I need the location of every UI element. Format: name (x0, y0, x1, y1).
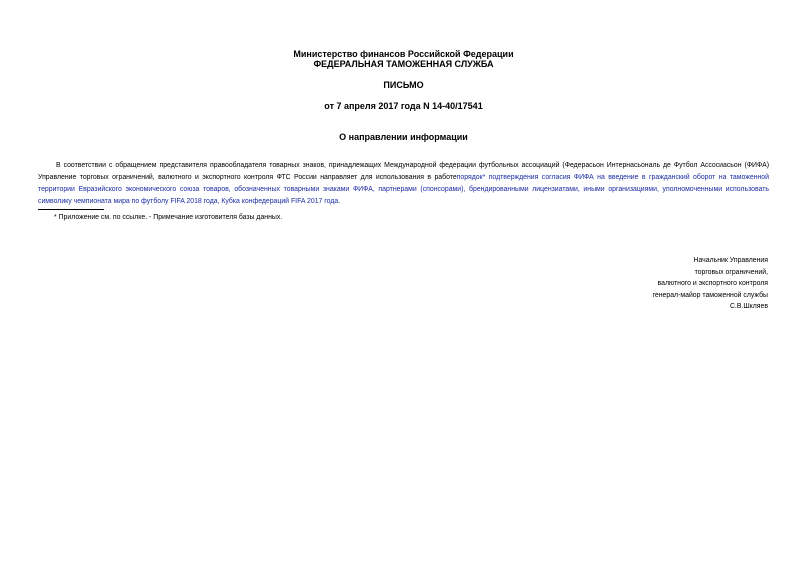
service-name: ФЕДЕРАЛЬНАЯ ТАМОЖЕННАЯ СЛУЖБА (313, 59, 494, 69)
body-text-end: . (338, 198, 341, 205)
signature-position-line-2: торговых ограничений, (694, 268, 768, 276)
footnote-text: * Приложение см. по ссылке. - Примечание изготовителя базы данных. (54, 214, 283, 221)
signature-position-line-3: валютного и экспортного контроля (657, 280, 768, 287)
letter-type: ПИСЬМО (383, 80, 424, 90)
signature-block (653, 255, 768, 313)
signatory-name: С.В.Шкляев (729, 303, 768, 310)
letter-subject: О направлении информации (339, 132, 468, 142)
ministry-name: Министерство финансов Российской Федерации (293, 49, 514, 59)
signature-rank: генерал-майор таможенной службы (652, 291, 768, 299)
signature-position-line-1: Начальник Управления (693, 257, 768, 264)
body-text-start: В соответствии с обращением представителя правообладателя товарных знаков, принадлежащих Международной федерации футбольных ассоциаций (Федерасьон Интернасьональ де Футбол Ассосиасьон (ФИФА) Управление торговых ограничений, валютного и экспортного контроля ФТС России направляет для использования в работе (38, 162, 769, 181)
letter-date-number: от 7 апреля 2017 года N 14-40/17541 (324, 101, 483, 111)
footnote-divider (38, 209, 104, 210)
procedure-link[interactable]: порядок* подтверждения согласия ФИФА на введение в гражданский оборот на таможенной территории Евразийского экономического союза товаров, обозначенных товарными знаками ФИФА, партнерами (спонсорами), брендированными лицензиатами, иными организациями, уполномоченными использовать символику чемпионата мира по футболу FIFA 2018 года, Кубка конфедераций FIFA 2017 года (38, 174, 769, 205)
body-paragraph (38, 160, 769, 208)
